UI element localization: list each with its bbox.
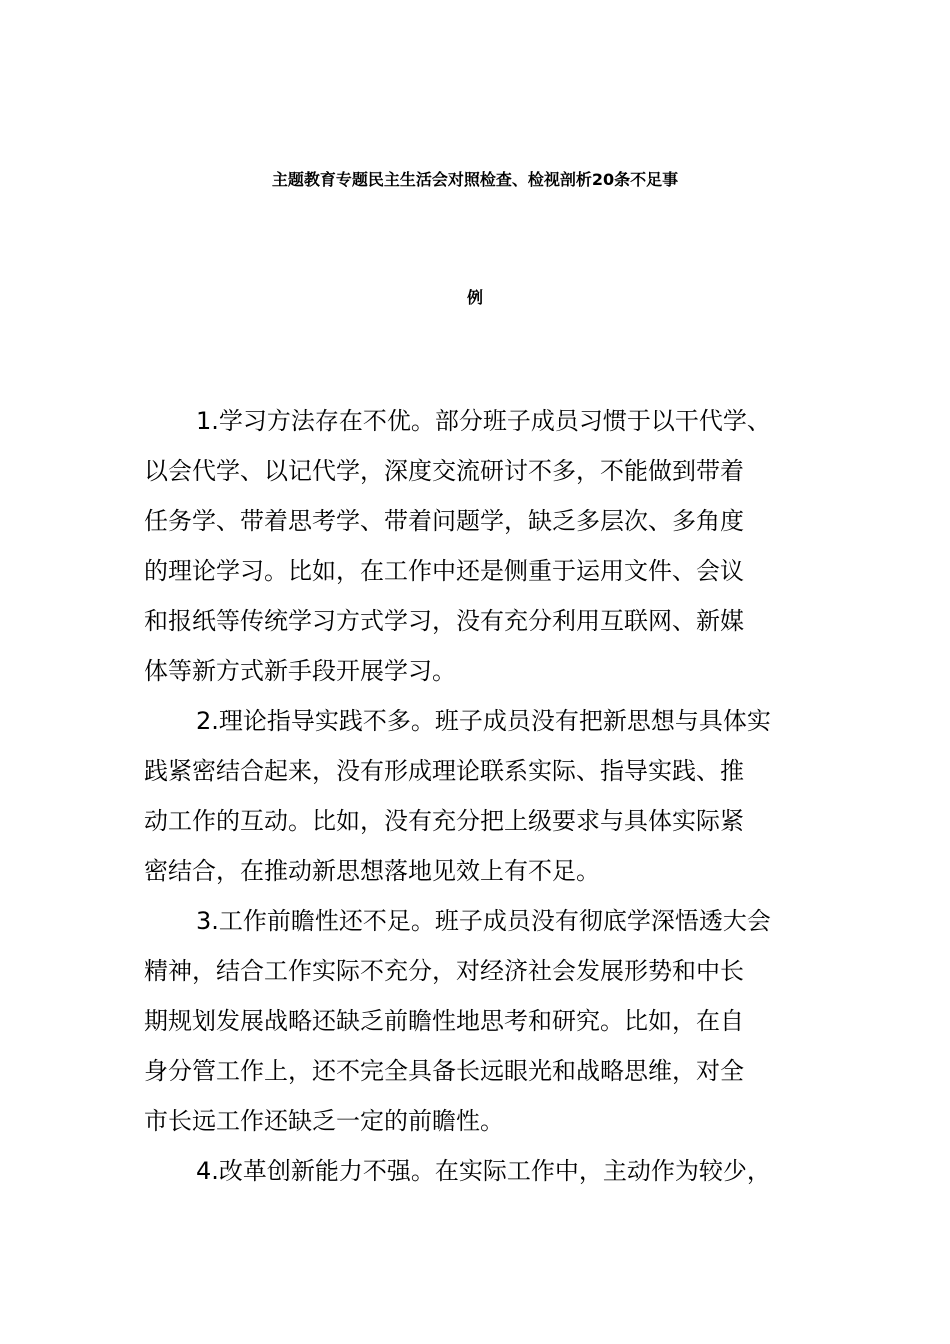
document-title-line-1: 主题教育专题民主生活会对照检查、检视剖析20条不足事: [271, 170, 679, 189]
paragraph-1: [144, 396, 808, 696]
paragraph-2: [144, 696, 808, 896]
paragraph-line: 市长远工作还缺乏一定的前瞻性。: [144, 1107, 504, 1135]
paragraph-line: 精神，结合工作实际不充分，对经济社会发展形势和中长: [144, 957, 744, 985]
paragraph-line: 和报纸等传统学习方式学习，没有充分利用互联网、新媒: [144, 607, 744, 635]
paragraph-line: 以会代学、以记代学，深度交流研讨不多，不能做到带着: [144, 457, 744, 485]
document-body: [144, 396, 808, 1196]
paragraph-line: 体等新方式新手段开展学习。: [144, 657, 456, 685]
paragraph-line: 密结合，在推动新思想落地见效上有不足。: [144, 857, 600, 885]
paragraph-line: 3.工作前瞻性还不足。班子成员没有彻底学深悟透大会: [196, 907, 771, 935]
paragraph-line: 2.理论指导实践不多。班子成员没有把新思想与具体实: [196, 707, 771, 735]
paragraph-4: [144, 1146, 808, 1196]
paragraph-line: 4.改革创新能力不强。在实际工作中，主动作为较少，: [196, 1157, 771, 1185]
paragraph-line: 身分管工作上，还不完全具备长远眼光和战略思维，对全: [144, 1057, 744, 1085]
document-title-line-2: 例: [466, 288, 483, 307]
paragraph-3: [144, 896, 808, 1146]
paragraph-line: 动工作的互动。比如，没有充分把上级要求与具体实际紧: [144, 807, 744, 835]
paragraph-line: 1.学习方法存在不优。部分班子成员习惯于以干代学、: [196, 407, 771, 435]
paragraph-line: 的理论学习。比如，在工作中还是侧重于运用文件、会议: [144, 557, 744, 585]
paragraph-line: 践紧密结合起来，没有形成理论联系实际、指导实践、推: [144, 757, 744, 785]
paragraph-line: 期规划发展战略还缺乏前瞻性地思考和研究。比如，在自: [144, 1007, 744, 1035]
paragraph-line: 任务学、带着思考学、带着问题学，缺乏多层次、多角度: [144, 507, 744, 535]
